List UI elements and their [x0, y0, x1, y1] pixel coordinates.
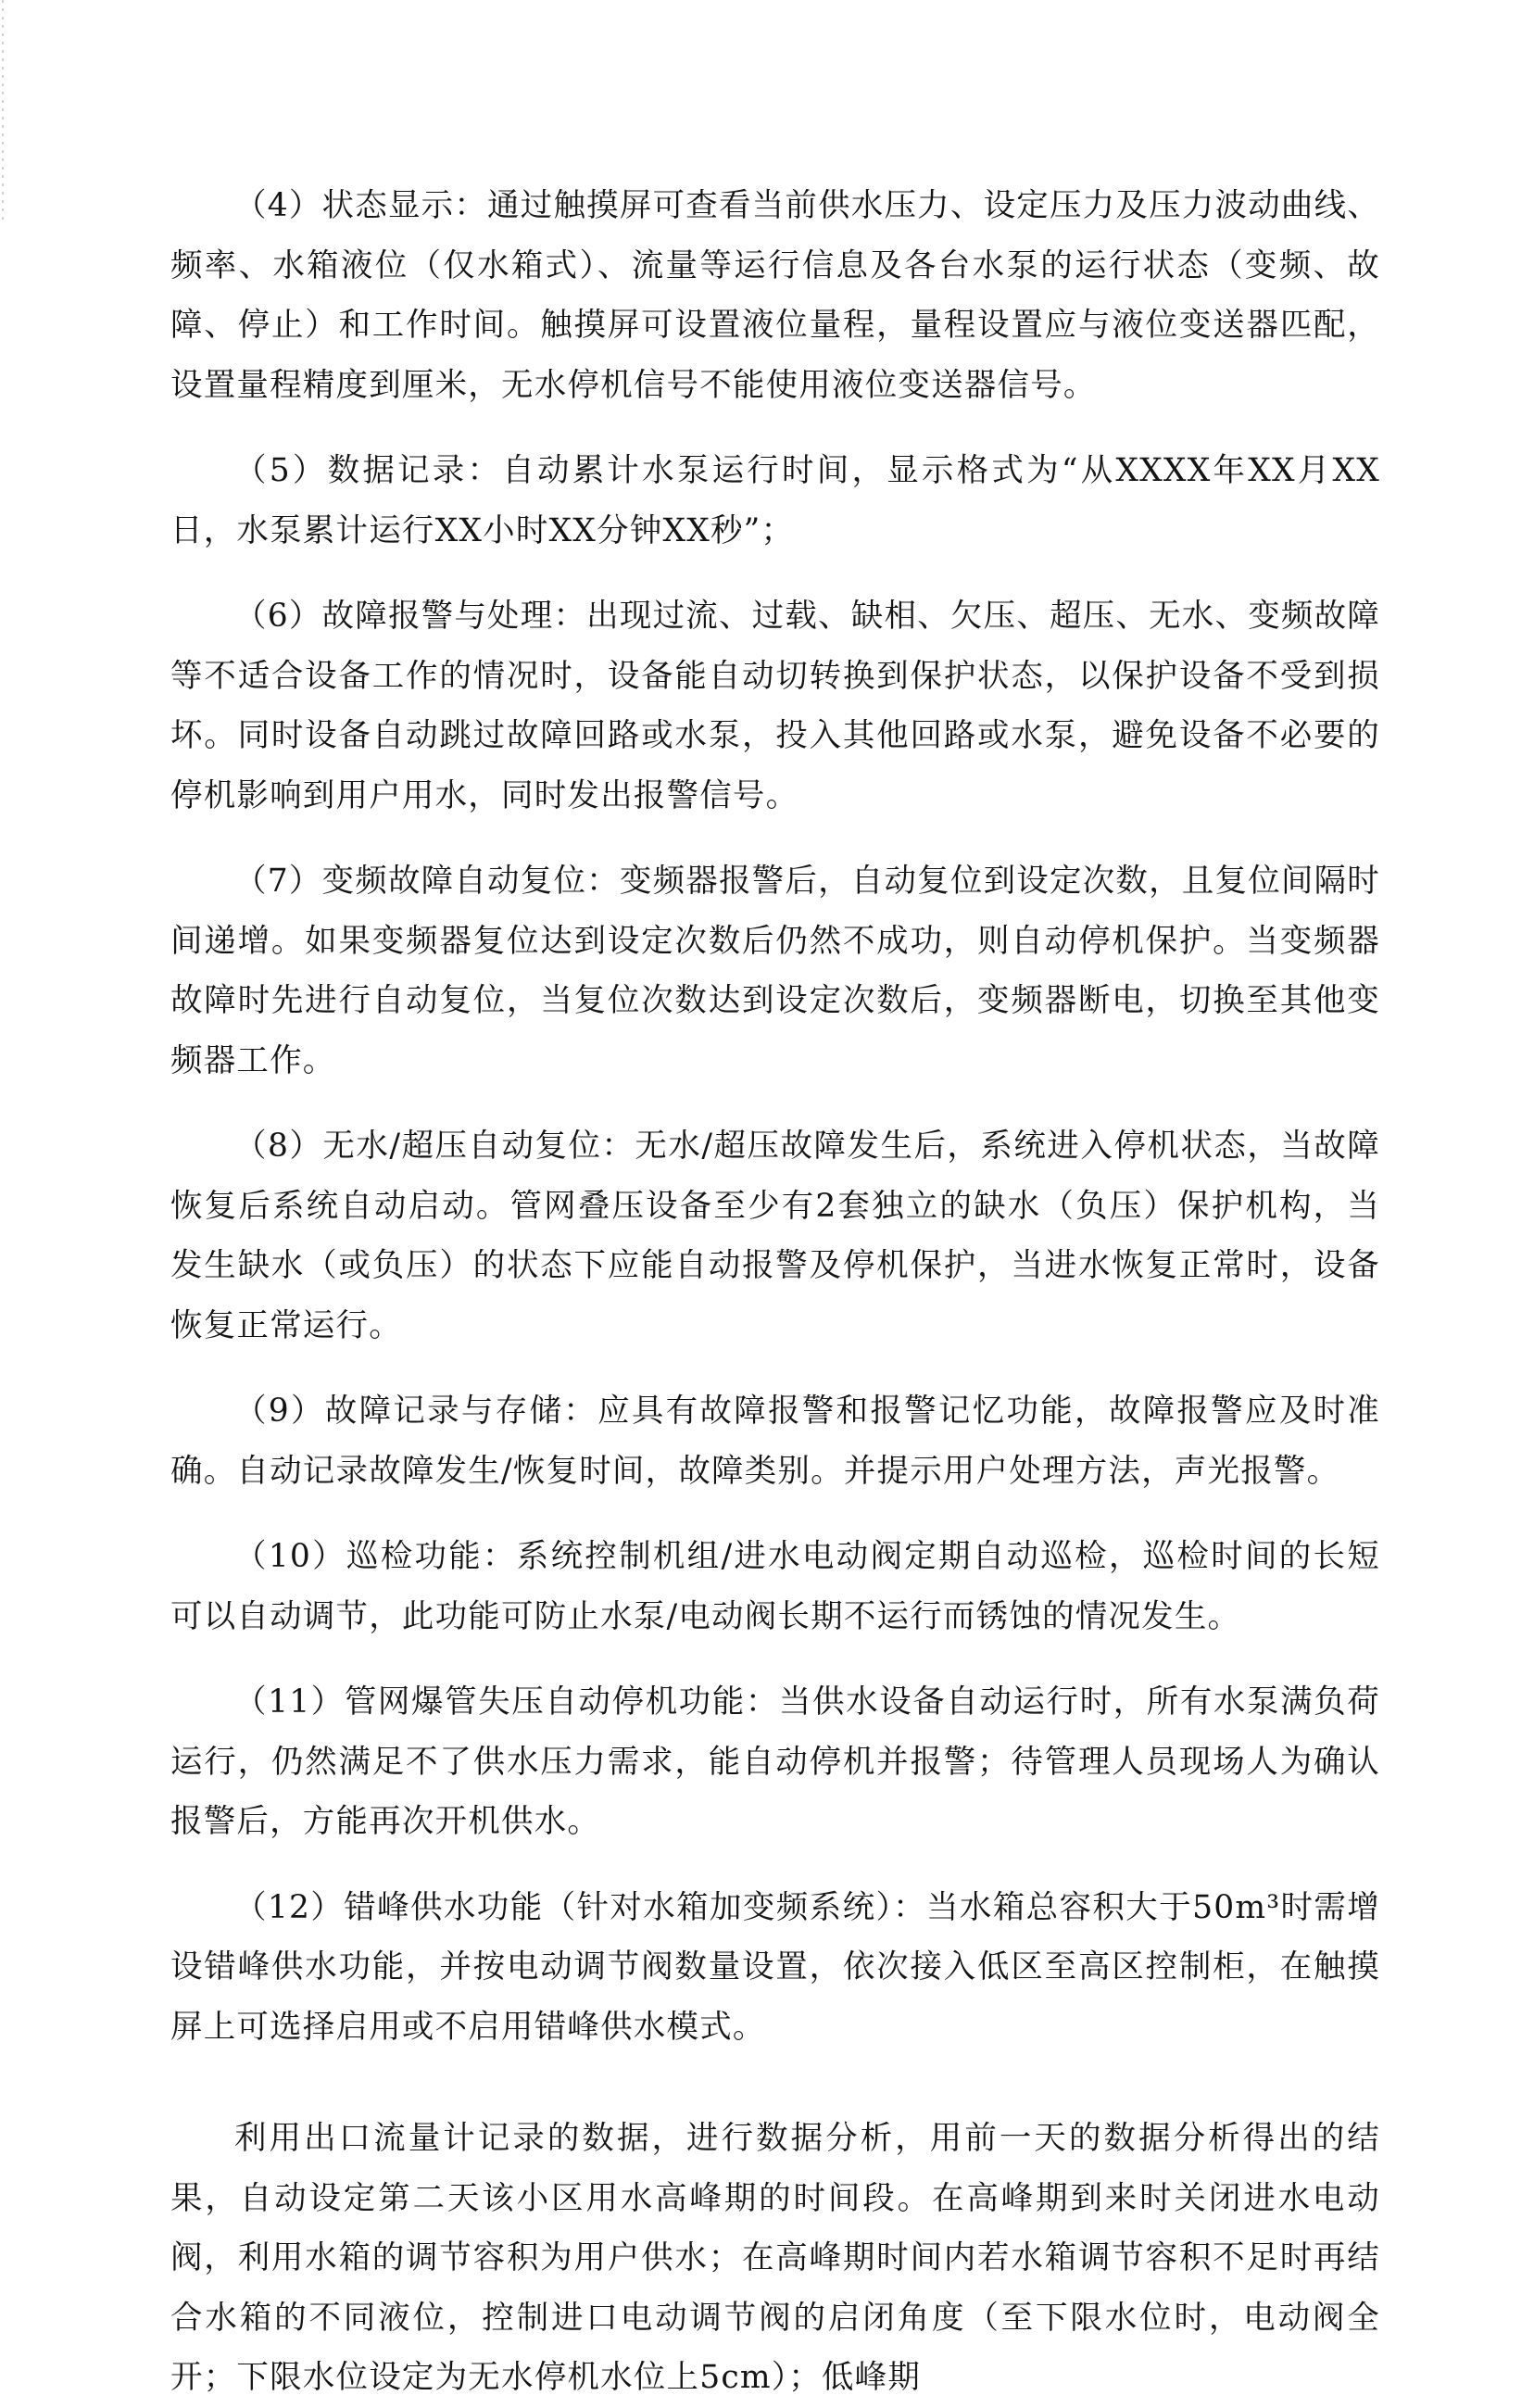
document-body — [170, 176, 1380, 2408]
paragraph-inspection: （10）巡检功能：系统控制机组/进水电动阀定期自动巡检，巡检时间的长短可以自动调节，此功能可防止水泵/电动阀长期不运行而锈蚀的情况发生。 — [170, 1538, 1380, 1635]
paragraph-vfd-reset: （7）变频故障自动复位：变频器报警后，自动复位到设定次数，且复位间隔时间递增。如果变频器复位达到设定次数后仍然不成功，则自动停机保护。当变频器故障时先进行自动复位，当复位次数达到设定次数后，变频器断电，切换至其他变频器工作。 — [170, 863, 1380, 1079]
paragraph-status-display: （4）状态显示：通过触摸屏可查看当前供水压力、设定压力及压力波动曲线、频率、水箱液位（仅水箱式）、流量等运行信息及各台水泵的运行状态（变频、故障、停止）和工作时间。触摸屏可设置液位量程，量程设置应与液位变送器匹配，设置量程精度到厘米，无水停机信号不能使用液位变送器信号。 — [170, 187, 1380, 404]
paragraph-no-water-reset: （8）无水/超压自动复位：无水/超压故障发生后，系统进入停机状态，当故障恢复后系统自动启动。管网叠压设备至少有2套独立的缺水（负压）保护机构，当发生缺水（或负压）的状态下应能自动报警及停机保护，当进水恢复正常时，设备恢复正常运行。 — [170, 1128, 1380, 1344]
scan-edge-mark — [2, 0, 4, 222]
paragraph-pipe-burst: （11）管网爆管失压自动停机功能：当供水设备自动运行时，所有水泵满负荷运行，仍然满足不了供水压力需求，能自动停机并报警；待管理人员现场人为确认报警后，方能再次开机供水。 — [170, 1683, 1380, 1840]
paragraph-peak-shift: （12）错峰供水功能（针对水箱加变频系统）：当水箱总容积大于50m³时需增设错峰供水功能，并按电动调节阀数量设置，依次接入低区至高区控制柜，在触摸屏上可选择启用或不启用错峰供水模式。 — [170, 1888, 1380, 2046]
paragraph-fault-log: （9）故障记录与存储：应具有故障报警和报警记忆功能，故障报警应及时准确。自动记录故障发生/恢复时间，故障类别。并提示用户处理方法，声光报警。 — [170, 1393, 1380, 1490]
paragraph-data-record: （5）数据记录：自动累计水泵运行时间，显示格式为“从XXXX年XX月XX日，水泵累计运行XX小时XX分钟XX秒”； — [170, 452, 1380, 549]
paragraph-flow-analysis: 利用出口流量计记录的数据，进行数据分析，用前一天的数据分析得出的结果，自动设定第二天该小区用水高峰期的时间段。在高峰期到来时关闭进水电动阀，利用水箱的调节容积为用户供水；在高峰期时间内若水箱调节容积不足时再结合水箱的不同液位，控制进口电动调节阀的启闭角度（至下限水位时，电动阀全开；下限水位设定为无水停机水位上5cm）；低峰期 — [170, 2120, 1380, 2396]
paragraph-fault-alarm: （6）故障报警与处理：出现过流、过载、缺相、欠压、超压、无水、变频故障等不适合设备工作的情况时，设备能自动切转换到保护状态，以保护设备不受到损坏。同时设备自动跳过故障回路或水泵，投入其他回路或水泵，避免设备不必要的停机影响到用户用水，同时发出报警信号。 — [170, 598, 1380, 814]
